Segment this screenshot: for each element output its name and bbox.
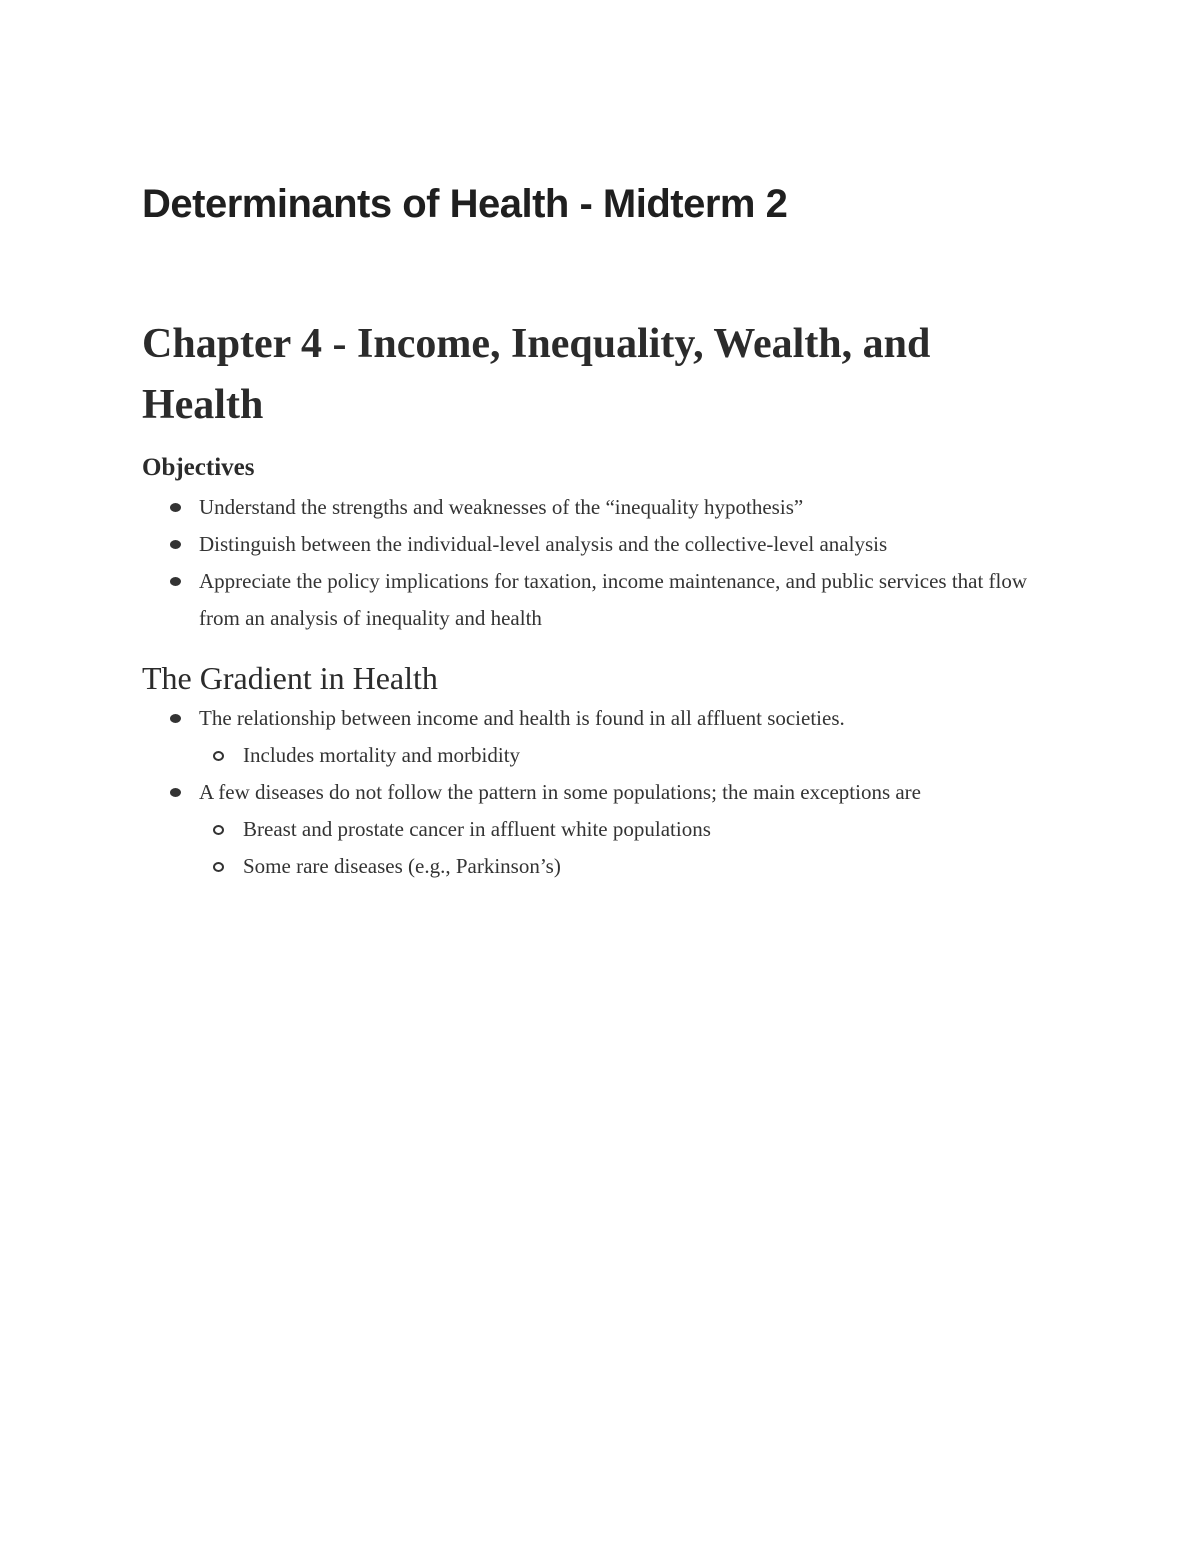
section-heading-gradient: The Gradient in Health bbox=[142, 660, 438, 696]
sub-list-item bbox=[199, 737, 1042, 774]
list-item-text: Understand the strengths and weaknesses of the “inequality hypothesis” bbox=[199, 495, 804, 519]
gradient-list bbox=[142, 700, 1042, 885]
sub-list bbox=[199, 811, 1042, 885]
bullet-circle-icon bbox=[213, 862, 224, 872]
sub-list-item-text: Breast and prostate cancer in affluent white populations bbox=[243, 817, 711, 841]
bullet-dot-icon bbox=[170, 714, 181, 723]
list-item bbox=[142, 526, 1042, 563]
objectives-heading: Objectives bbox=[142, 454, 255, 481]
list-item bbox=[142, 774, 1042, 885]
list-item-text: Appreciate the policy implications for taxation, income maintenance, and public services that flow from an analysis of inequality and health bbox=[199, 569, 1028, 630]
chapter-title: Chapter 4 - Income, Inequality, Wealth, and Health bbox=[142, 321, 931, 428]
sub-list-item bbox=[199, 848, 1042, 885]
list-item-text: Distinguish between the individual-level analysis and the collective-level analysis bbox=[199, 532, 888, 556]
sub-list bbox=[199, 737, 1042, 774]
objectives-list bbox=[142, 489, 1042, 637]
sub-list-item-text: Includes mortality and morbidity bbox=[243, 743, 521, 767]
bullet-dot-icon bbox=[170, 577, 181, 586]
list-item bbox=[142, 489, 1042, 526]
sub-list-item bbox=[199, 811, 1042, 848]
bullet-dot-icon bbox=[170, 503, 181, 512]
bullet-circle-icon bbox=[213, 751, 224, 761]
bullet-dot-icon bbox=[170, 540, 181, 549]
list-item bbox=[142, 563, 1042, 637]
list-item-text: A few diseases do not follow the pattern in some populations; the main exceptions are bbox=[199, 780, 921, 804]
list-item bbox=[142, 700, 1042, 774]
document-title: Determinants of Health - Midterm 2 bbox=[142, 182, 788, 226]
bullet-dot-icon bbox=[170, 788, 181, 797]
bullet-circle-icon bbox=[213, 825, 224, 835]
list-item-text: The relationship between income and health is found in all affluent societies. bbox=[199, 706, 845, 730]
sub-list-item-text: Some rare diseases (e.g., Parkinson’s) bbox=[243, 854, 561, 878]
